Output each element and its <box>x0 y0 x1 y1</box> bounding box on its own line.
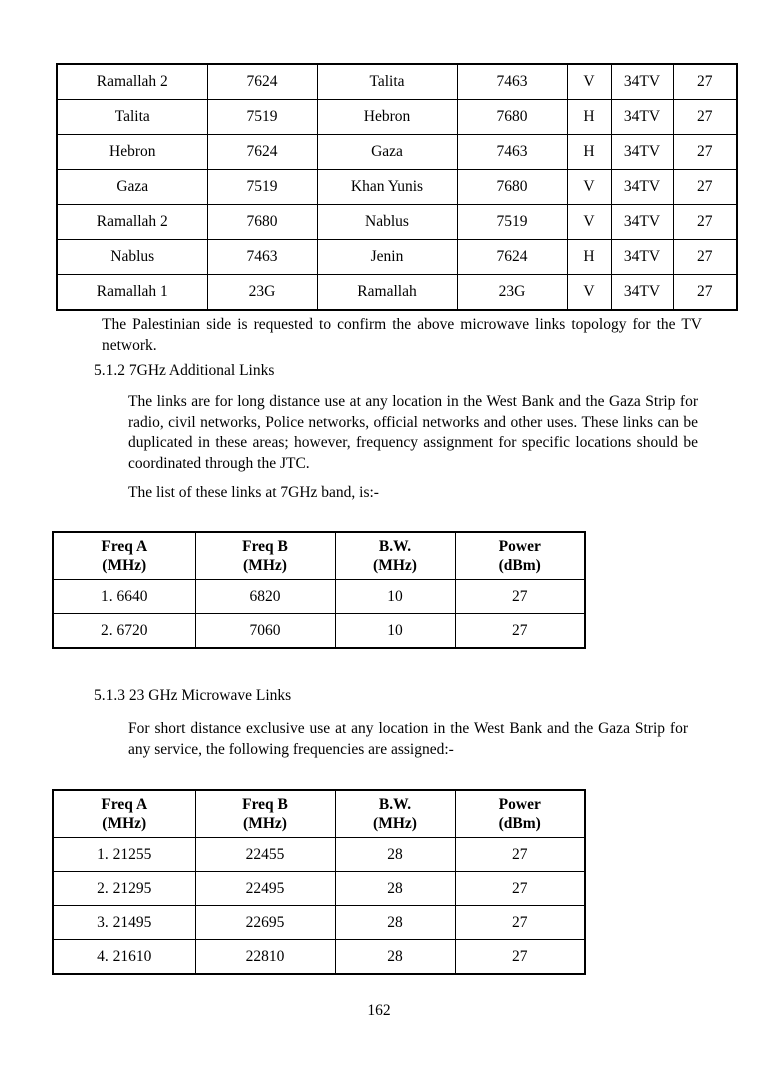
cell-freq-a: 1. 6640 <box>53 580 195 614</box>
table-row <box>57 240 737 275</box>
cell-power: 27 <box>673 170 737 205</box>
cell-power: 27 <box>455 872 585 906</box>
frequency-table-7ghz <box>52 531 586 649</box>
cell-freq-b: 7680 <box>457 170 567 205</box>
cell-site-a: Ramallah 2 <box>57 205 207 240</box>
cell-type: 34TV <box>611 205 673 240</box>
cell-freq-b: 7624 <box>457 240 567 275</box>
cell-power: 27 <box>455 580 585 614</box>
header-freq-a <box>53 790 195 838</box>
table-row <box>57 64 737 100</box>
cell-freq-a: 7463 <box>207 240 317 275</box>
header-power-line1: Power <box>498 795 541 813</box>
table-row <box>53 940 585 975</box>
table-row <box>53 580 585 614</box>
cell-freq-b: 7060 <box>195 614 335 649</box>
cell-freq-b: 7519 <box>457 205 567 240</box>
cell-freq-b: 7463 <box>457 64 567 100</box>
table-row <box>57 135 737 170</box>
header-freq-b-line1: Freq B <box>242 795 288 813</box>
cell-site-b: Khan Yunis <box>317 170 457 205</box>
header-freq-a <box>53 532 195 580</box>
header-bandwidth-line2: (MHz) <box>373 815 417 832</box>
table-row <box>57 170 737 205</box>
cell-site-b: Ramallah <box>317 275 457 311</box>
cell-power: 27 <box>455 838 585 872</box>
cell-bandwidth: 28 <box>335 872 455 906</box>
header-bandwidth <box>335 532 455 580</box>
cell-power: 27 <box>673 205 737 240</box>
cell-bandwidth: 10 <box>335 614 455 649</box>
cell-site-a: Nablus <box>57 240 207 275</box>
cell-power: 27 <box>455 614 585 649</box>
cell-site-b: Talita <box>317 64 457 100</box>
page-number: 162 <box>367 1002 391 1019</box>
header-power-line2: (dBm) <box>498 815 541 832</box>
cell-site-b: Nablus <box>317 205 457 240</box>
cell-polarization: V <box>567 170 611 205</box>
header-power-line1: Power <box>498 537 541 555</box>
cell-power: 27 <box>673 100 737 135</box>
cell-freq-b: 7463 <box>457 135 567 170</box>
table-row <box>53 838 585 872</box>
header-freq-b-line2: (MHz) <box>243 557 287 574</box>
header-bandwidth-line1: B.W. <box>378 537 412 555</box>
cell-freq-a: 7519 <box>207 170 317 205</box>
cell-polarization: H <box>567 240 611 275</box>
cell-bandwidth: 28 <box>335 940 455 975</box>
header-freq-a-line2: (MHz) <box>102 557 147 574</box>
cell-site-b: Gaza <box>317 135 457 170</box>
frequency-table-23ghz <box>52 789 586 975</box>
cell-site-b: Hebron <box>317 100 457 135</box>
cell-type: 34TV <box>611 135 673 170</box>
cell-freq-b: 22495 <box>195 872 335 906</box>
cell-type: 34TV <box>611 240 673 275</box>
cell-site-a: Ramallah 2 <box>57 64 207 100</box>
table-row <box>57 205 737 240</box>
table-row <box>53 614 585 649</box>
cell-type: 34TV <box>611 170 673 205</box>
cell-site-a: Talita <box>57 100 207 135</box>
cell-bandwidth: 10 <box>335 580 455 614</box>
cell-polarization: H <box>567 100 611 135</box>
header-power-line2: (dBm) <box>498 557 541 574</box>
table-row <box>57 100 737 135</box>
cell-power: 27 <box>455 906 585 940</box>
table-row <box>53 872 585 906</box>
header-power <box>455 790 585 838</box>
cell-power: 27 <box>673 275 737 311</box>
header-power <box>455 532 585 580</box>
cell-freq-a: 3. 21495 <box>53 906 195 940</box>
microwave-links-table <box>56 63 738 311</box>
cell-freq-a: 7624 <box>207 135 317 170</box>
paragraph-23ghz-description: For short distance exclusive use at any location in the West Bank and the Gaza Strip for any service, the following frequencies are assigned:- <box>128 720 688 758</box>
cell-polarization: V <box>567 205 611 240</box>
cell-freq-a: 2. 6720 <box>53 614 195 649</box>
cell-polarization: H <box>567 135 611 170</box>
cell-freq-b: 23G <box>457 275 567 311</box>
cell-power: 27 <box>673 240 737 275</box>
header-freq-a-line1: Freq A <box>101 537 148 555</box>
cell-site-b: Jenin <box>317 240 457 275</box>
cell-freq-a: 7680 <box>207 205 317 240</box>
header-freq-a-line1: Freq A <box>101 795 148 813</box>
header-freq-b-line2: (MHz) <box>243 815 287 832</box>
cell-type: 34TV <box>611 275 673 311</box>
heading-5-1-2: 5.1.2 7GHz Additional Links <box>94 362 275 379</box>
table-header-row <box>53 532 585 580</box>
cell-polarization: V <box>567 64 611 100</box>
paragraph-confirm-topology: The Palestinian side is requested to confirm the above microwave links topology for the TV network. <box>102 316 702 354</box>
cell-polarization: V <box>567 275 611 311</box>
cell-freq-a: 4. 21610 <box>53 940 195 975</box>
header-freq-b-line1: Freq B <box>242 537 288 555</box>
cell-freq-a: 2. 21295 <box>53 872 195 906</box>
table-row <box>53 906 585 940</box>
cell-freq-a: 23G <box>207 275 317 311</box>
cell-freq-b: 22810 <box>195 940 335 975</box>
header-freq-b <box>195 790 335 838</box>
header-bandwidth-line2: (MHz) <box>373 557 417 574</box>
cell-freq-b: 7680 <box>457 100 567 135</box>
cell-freq-a: 7519 <box>207 100 317 135</box>
table-header-row <box>53 790 585 838</box>
table-row <box>57 275 737 311</box>
header-bandwidth <box>335 790 455 838</box>
paragraph-7ghz-list-intro: The list of these links at 7GHz band, is:- <box>128 484 379 501</box>
header-freq-a-line2: (MHz) <box>102 815 147 832</box>
cell-bandwidth: 28 <box>335 838 455 872</box>
paragraph-7ghz-description: The links are for long distance use at any location in the West Bank and the Gaza Strip for radio, civil networks, Police networks, official networks and other uses. These links can be duplicated in these areas; however, frequency assignment for specific locations should be coordinated through the JTC. <box>128 393 698 472</box>
cell-power: 27 <box>673 135 737 170</box>
heading-5-1-3: 5.1.3 23 GHz Microwave Links <box>94 687 292 704</box>
cell-freq-a: 7624 <box>207 64 317 100</box>
cell-freq-b: 22695 <box>195 906 335 940</box>
header-freq-b <box>195 532 335 580</box>
header-bandwidth-line1: B.W. <box>378 795 412 813</box>
cell-power: 27 <box>673 64 737 100</box>
cell-type: 34TV <box>611 64 673 100</box>
cell-type: 34TV <box>611 100 673 135</box>
cell-freq-b: 6820 <box>195 580 335 614</box>
cell-freq-b: 22455 <box>195 838 335 872</box>
cell-power: 27 <box>455 940 585 975</box>
cell-site-a: Hebron <box>57 135 207 170</box>
cell-bandwidth: 28 <box>335 906 455 940</box>
cell-freq-a: 1. 21255 <box>53 838 195 872</box>
cell-site-a: Gaza <box>57 170 207 205</box>
cell-site-a: Ramallah 1 <box>57 275 207 311</box>
